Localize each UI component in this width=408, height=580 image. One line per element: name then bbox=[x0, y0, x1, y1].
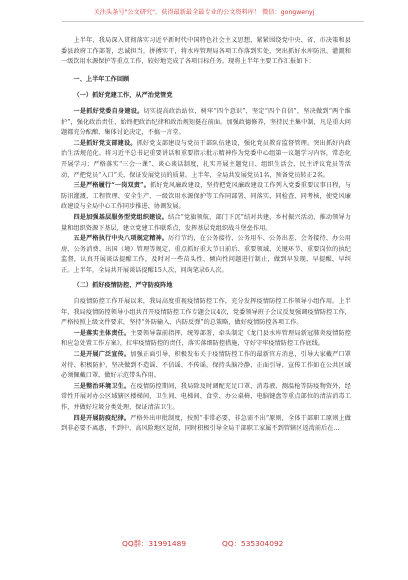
lead-text: 一是落实主体责任。 bbox=[73, 329, 131, 337]
paragraph-publicity bbox=[61, 350, 351, 382]
paragraph-sanitation bbox=[61, 382, 351, 414]
paragraph-text: 抓好党风廉政建设，坚持把党风廉政建设工作列入党委重要议事日程，与防汛灌溉、工程管理、安全生产、一级饮用水源保护等工作同部署、同落实、同检查、同考核，使党风廉政建设与全局中心工作同步推进、协调发展。 bbox=[61, 182, 351, 211]
paragraph-text: 抓好党支部建设与党员干部队伍建设，强化党员教育监督管理。突出抓好内政治生活规范化。将习近平总书记重要讲话和重要指示批示精神作为党委中心组第一议题学习内容，常态化开展学习；严格落实“三会一课”、谈心谈话制度，扎实开展主题党日、组织生活会、民主评议党员等活动，严把党员“入口”关，保证发展党员的质量。上半年，全局共发展党员1名，预备党员转正2名。 bbox=[61, 139, 351, 179]
lead-text: 四是开展防疫纪律。 bbox=[73, 414, 131, 422]
lead-text: 二是抓好党支部建设。 bbox=[73, 139, 137, 147]
paragraph-text: 切实提高政治站位，树牢“四个意识”，坚定“四个自信”，坚决做到“两个维护”，强化政治责任，始终把政治纪律和政治规矩挺在前面。加强政德修养，坚持民主集中制，凡是重大问题都充分酝酿、集体讨论决定，不搞一言堂。 bbox=[61, 107, 351, 137]
intro-paragraph: 上半年，我局深入贯彻落实习近平新时代中国特色社会主义思想，紧紧围绕党中央、省、市决策和县委县政府工作部署，忠诚担当，拼搏实干，将水库管理局各项工作落到实处，突出抓好水库防汛、灌溉和一级饮用水源保护等重点工作，较好地完成了各项目标任务。现将上半年主要工作汇报如下： bbox=[61, 37, 351, 66]
header-divider bbox=[62, 21, 364, 22]
lead-text: 三是严格履行“一岗双责”。 bbox=[73, 182, 150, 190]
paragraph-discipline bbox=[61, 414, 351, 435]
paragraph-text: 主要领导靠前指挥，统筹部署，牵头制定《龙门县水库管理局新冠肺炎疫情防控和应急处置工作方案》，扛牢疫情防控的责任，落实落细防控措施，守好守牢疫情防控工作底线。 bbox=[61, 329, 351, 348]
lead-text: 三是整治环境卫生。 bbox=[73, 382, 131, 390]
lead-text: 一是抓好党委自身建设。 bbox=[73, 107, 144, 115]
lead-text: 四是加强基层服务型党组织建设。 bbox=[73, 213, 169, 221]
qq-group-number: QQ群：31991489 bbox=[122, 539, 187, 548]
page-header-banner: 关注头条号"公文研究"，获得最新最全最专业的公文资料库！ 微信：gongwenyj bbox=[93, 9, 315, 16]
paragraph-text: 在疫情防控期间，我局除及时调配充足口罩、消毒液、测温枪等防疫物资外，经常性开展对办公区域辖区楼梯间，卫生间、电梯间、食堂、办公桌椅、电脑键盘等重点部位的清洁消毒工作，并做好垃圾分类处理，保证清洁卫生。 bbox=[61, 382, 351, 411]
subsection-heading-epidemic: （二）抓好疫情防控，严守防疫阵地 bbox=[73, 282, 173, 290]
paragraph-text: 结合“党旗领航、部门下沉”结对共建，乡村振兴活动，推动领导力量和组织资源下基层，建立党建工作联系点，发挥基层党组织战斗堡垒作用。 bbox=[61, 213, 351, 232]
paragraph-main-responsibility bbox=[61, 329, 351, 350]
paragraph-grassroots bbox=[61, 213, 351, 234]
paragraph-epidemic-overview: 自疫情防控工作开展以来，我局高度重视疫情防控工作，充分发挥疫情防控工作领导小组作用。上半年，我局疫情防控领导小组共召开疫情防控工作专题会议4次，党委领导班子会议反复强调疫情防控工作，严格按照上级文件要求，坚持“外防输入、内防反弹”的总策略，做好疫情防控各项工作。 bbox=[61, 298, 351, 327]
document-body bbox=[61, 36, 351, 435]
paragraph-party-branch bbox=[61, 139, 351, 181]
lead-text: 五是严格执行中央八项规定精神。 bbox=[73, 235, 169, 243]
paragraph-text: 严格外出审批制度，按照“非常必要、非急需不出”原则，全体干部职工原则上做到非必要不离惠，不到中、高风险地区逗留，同时积极引导全局干部职工家属不到管辖区返湾前后在... bbox=[61, 414, 351, 433]
paragraph-dual-responsibility bbox=[61, 181, 351, 213]
paragraph-party-committee bbox=[61, 107, 351, 139]
section-heading: 一、上半年工作回顾 bbox=[73, 75, 130, 83]
paragraph-text: 加强正面引导，积极发布关于疫情防控工作的最新官方消息，引导大家戴严口罩对待、积极防护，坚决做到不造谣、不信谣、不传谣，保持头脑冷静、正面引导，宣传工作如在公共区域必须佩戴口罩，做好示范带头作用。 bbox=[61, 351, 351, 380]
subsection-heading-party-building: （一）抓好党建工作，从严治党管党 bbox=[73, 92, 173, 100]
paragraph-eight-rules bbox=[61, 234, 351, 276]
page-footer bbox=[0, 537, 408, 551]
lead-text: 二是开展广泛宣传。 bbox=[73, 351, 131, 359]
qq-contact-number: QQ：535304092 bbox=[222, 539, 284, 548]
paragraph-text: 厉行节约，在公务接待、公务用车、公务出差、会务接待、办公用房、公务消费、出国（境）管理等规定，重点抓好重大节日前后、重要领域、关键环节、重要岗位的执纪监督，认真开展谈话提醒工作，及时对一些苗头性、倾向性问题进行制止，做到早发现、早提醒、早纠正。上半年，全局共开展谈话提醒15人次，问询笔录6人次。 bbox=[61, 235, 351, 274]
